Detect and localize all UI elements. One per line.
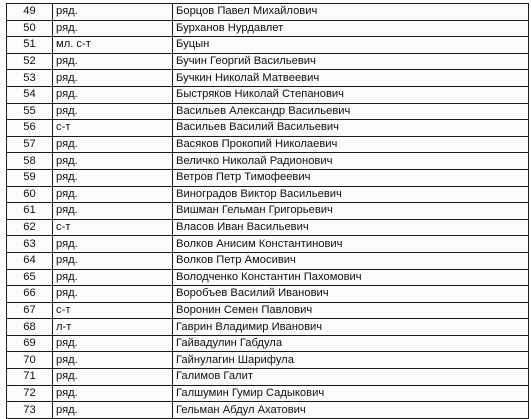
roster-sheet — [6, 3, 528, 419]
full-name-cell: Бурханов Нурдавлет — [173, 20, 529, 37]
table-row — [7, 20, 529, 37]
full-name-cell: Васяков Прокопий Николаевич — [173, 136, 529, 153]
rank-cell: мл. с-т — [53, 37, 173, 54]
table-row — [7, 369, 529, 386]
rank-cell: ряд. — [53, 136, 173, 153]
row-number-cell: 54 — [7, 86, 53, 103]
row-number-cell: 69 — [7, 335, 53, 352]
row-number-cell: 65 — [7, 269, 53, 286]
row-number-cell: 67 — [7, 302, 53, 319]
row-number-cell: 62 — [7, 219, 53, 236]
full-name-cell: Ветров Петр Тимофеевич — [173, 169, 529, 186]
table-row — [7, 203, 529, 220]
table-row — [7, 37, 529, 54]
rank-cell: ряд. — [53, 269, 173, 286]
rank-cell: с-т — [53, 302, 173, 319]
rank-cell: ряд. — [53, 236, 173, 253]
full-name-cell: Воронин Семен Павлович — [173, 302, 529, 319]
rank-cell: ряд. — [53, 252, 173, 269]
row-number-cell: 71 — [7, 369, 53, 386]
table-row — [7, 70, 529, 87]
row-number-cell: 63 — [7, 236, 53, 253]
full-name-cell: Буцын — [173, 37, 529, 54]
full-name-cell: Васильев Александр Васильевич — [173, 103, 529, 120]
rank-cell: ряд. — [53, 103, 173, 120]
table-row — [7, 286, 529, 303]
table-row — [7, 319, 529, 336]
rank-cell: ряд. — [53, 169, 173, 186]
rank-cell: ряд. — [53, 53, 173, 70]
full-name-cell: Гельман Абдул Ахатович — [173, 402, 529, 419]
rank-cell: с-т — [53, 219, 173, 236]
full-name-cell: Гайнулагин Шарифула — [173, 352, 529, 369]
roster-body — [7, 4, 529, 419]
rank-cell: ряд. — [53, 369, 173, 386]
row-number-cell: 64 — [7, 252, 53, 269]
full-name-cell: Гайвадулин Габдула — [173, 335, 529, 352]
table-row — [7, 252, 529, 269]
row-number-cell: 53 — [7, 70, 53, 87]
table-row — [7, 219, 529, 236]
table-row — [7, 402, 529, 419]
table-row — [7, 53, 529, 70]
full-name-cell: Вишман Гельман Григорьевич — [173, 203, 529, 220]
full-name-cell: Величко Николай Радионович — [173, 153, 529, 170]
full-name-cell: Бучкин Николай Матвеевич — [173, 70, 529, 87]
rank-cell: ряд. — [53, 20, 173, 37]
row-number-cell: 49 — [7, 4, 53, 21]
rank-cell: ряд. — [53, 335, 173, 352]
full-name-cell: Володченко Константин Пахомович — [173, 269, 529, 286]
rank-cell: ряд. — [53, 385, 173, 402]
table-row — [7, 335, 529, 352]
table-row — [7, 153, 529, 170]
row-number-cell: 70 — [7, 352, 53, 369]
full-name-cell: Васильев Василий Васильевич — [173, 120, 529, 137]
rank-cell: ряд. — [53, 70, 173, 87]
table-row — [7, 352, 529, 369]
rank-cell: ряд. — [53, 86, 173, 103]
rank-cell: ряд. — [53, 352, 173, 369]
row-number-cell: 59 — [7, 169, 53, 186]
row-number-cell: 55 — [7, 103, 53, 120]
row-number-cell: 61 — [7, 203, 53, 220]
full-name-cell: Волков Анисим Константинович — [173, 236, 529, 253]
row-number-cell: 60 — [7, 186, 53, 203]
table-row — [7, 136, 529, 153]
row-number-cell: 52 — [7, 53, 53, 70]
rank-cell: ряд. — [53, 153, 173, 170]
table-row — [7, 86, 529, 103]
rank-cell: ряд. — [53, 402, 173, 419]
full-name-cell: Быстряков Николай Степанович — [173, 86, 529, 103]
row-number-cell: 73 — [7, 402, 53, 419]
row-number-cell: 51 — [7, 37, 53, 54]
full-name-cell: Гаврин Владимир Иванович — [173, 319, 529, 336]
table-row — [7, 103, 529, 120]
table-row — [7, 302, 529, 319]
full-name-cell: Бучин Георгий Васильевич — [173, 53, 529, 70]
rank-cell: с-т — [53, 120, 173, 137]
table-row — [7, 269, 529, 286]
rank-cell: л-т — [53, 319, 173, 336]
full-name-cell: Галшумин Гумир Садыкович — [173, 385, 529, 402]
rank-cell: ряд. — [53, 286, 173, 303]
table-row — [7, 169, 529, 186]
row-number-cell: 66 — [7, 286, 53, 303]
table-row — [7, 4, 529, 21]
table-row — [7, 186, 529, 203]
row-number-cell: 68 — [7, 319, 53, 336]
roster-table — [6, 3, 529, 419]
full-name-cell: Волков Петр Амосивич — [173, 252, 529, 269]
row-number-cell: 58 — [7, 153, 53, 170]
table-row — [7, 120, 529, 137]
row-number-cell: 56 — [7, 120, 53, 137]
full-name-cell: Виноградов Виктор Васильевич — [173, 186, 529, 203]
full-name-cell: Воробъев Василий Иванович — [173, 286, 529, 303]
row-number-cell: 72 — [7, 385, 53, 402]
row-number-cell: 57 — [7, 136, 53, 153]
table-row — [7, 236, 529, 253]
rank-cell: ряд. — [53, 186, 173, 203]
rank-cell: ряд. — [53, 4, 173, 21]
full-name-cell: Галимов Галит — [173, 369, 529, 386]
row-number-cell: 50 — [7, 20, 53, 37]
full-name-cell: Борцов Павел Михайлович — [173, 4, 529, 21]
rank-cell: ряд. — [53, 203, 173, 220]
full-name-cell: Власов Иван Васильевич — [173, 219, 529, 236]
table-row — [7, 385, 529, 402]
